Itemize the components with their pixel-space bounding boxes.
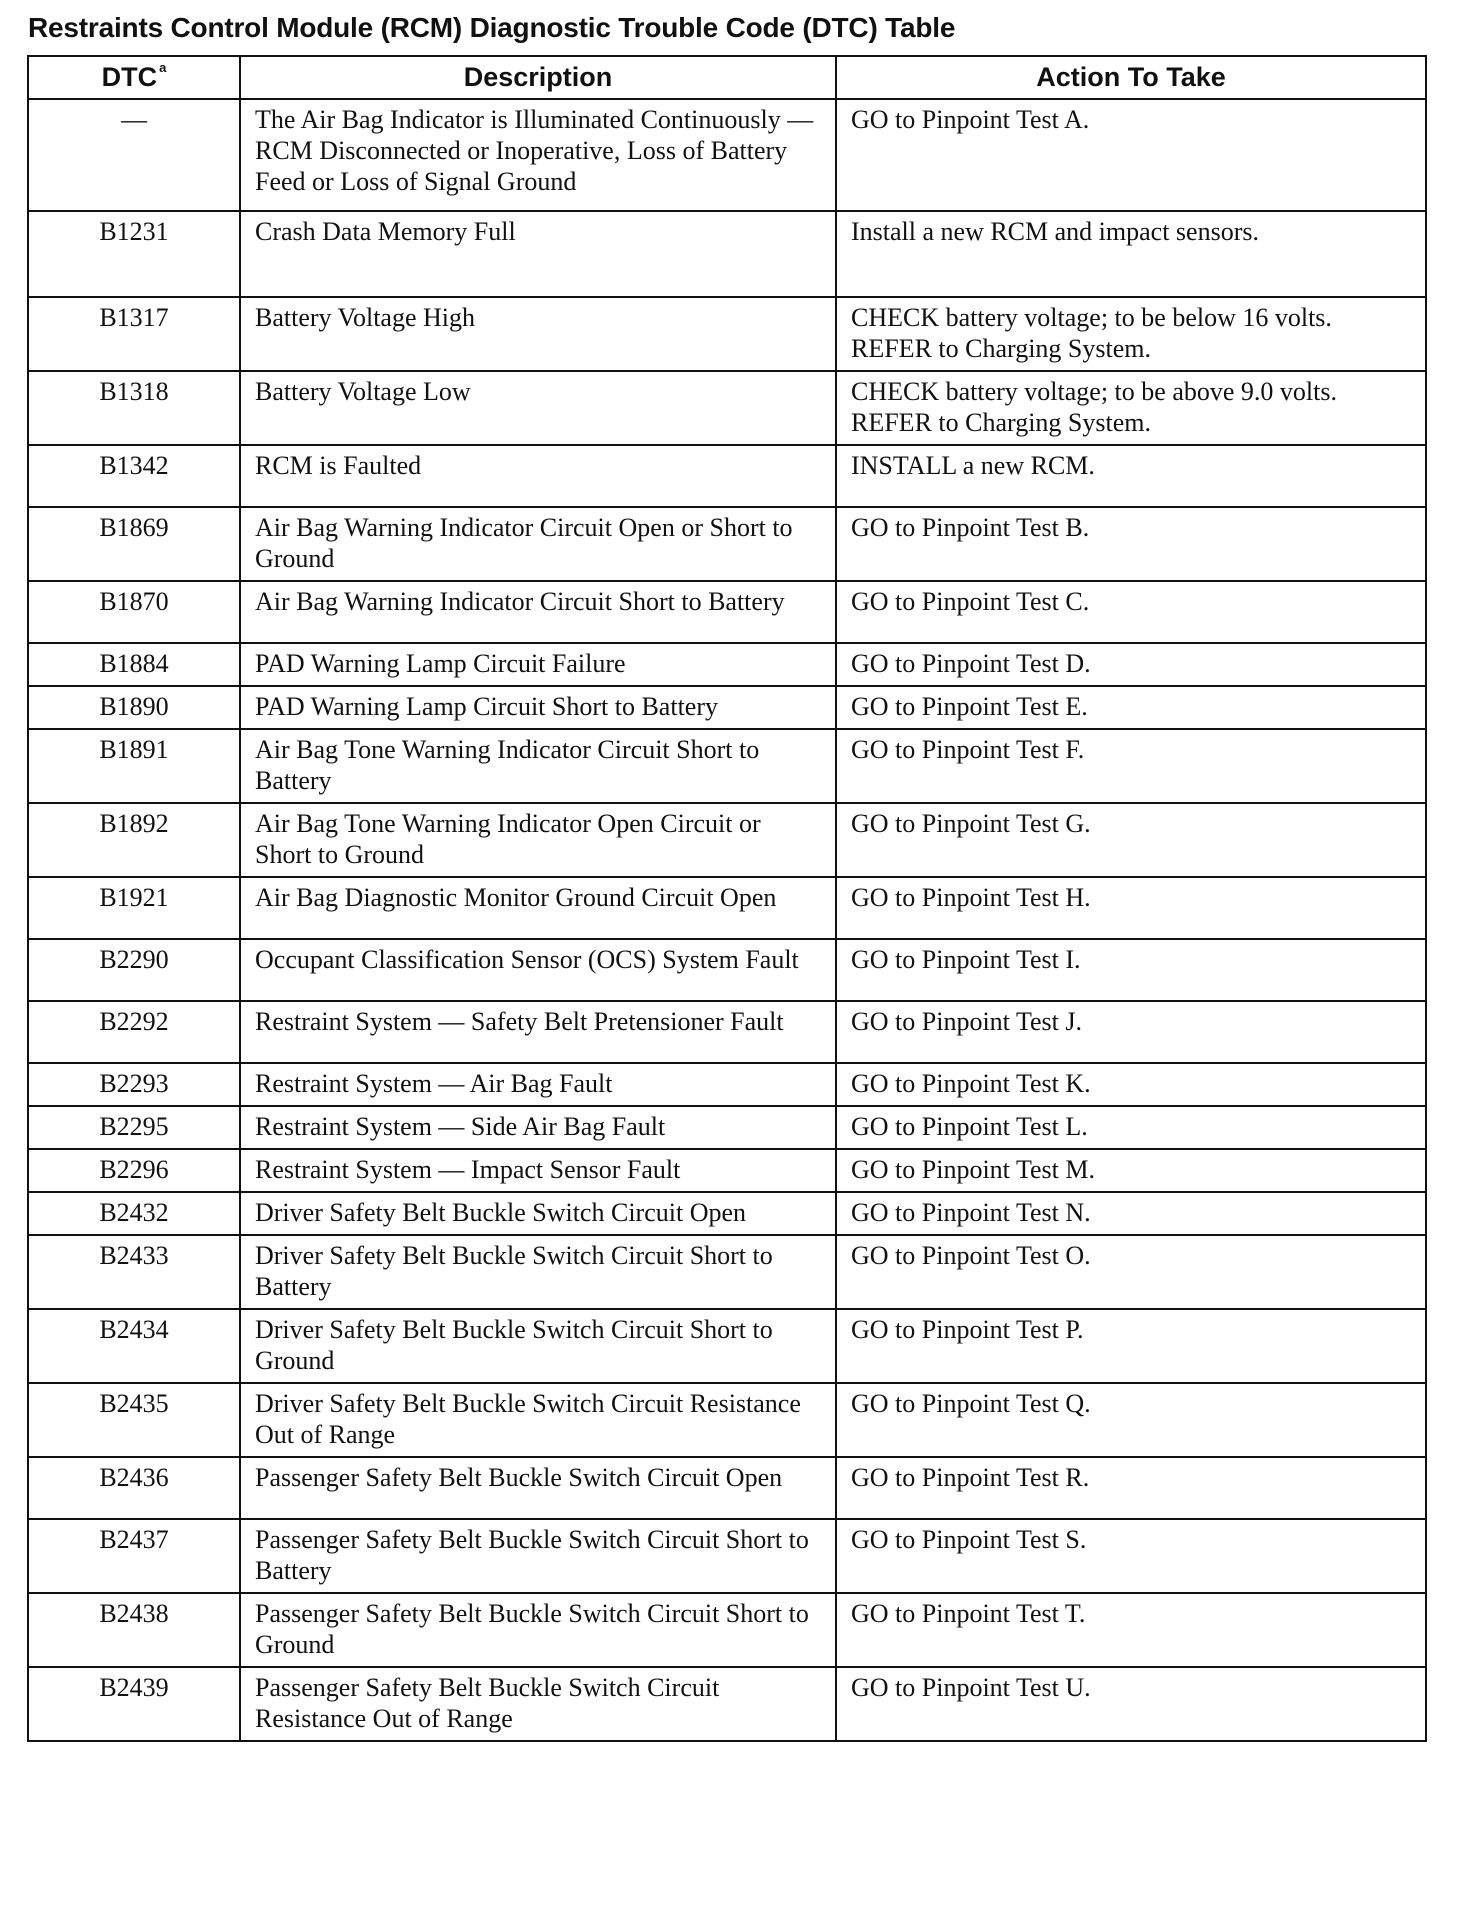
description-cell: Battery Voltage High xyxy=(240,297,836,371)
dtc-code-cell: B1884 xyxy=(28,643,240,686)
action-cell: GO to Pinpoint Test S. xyxy=(836,1519,1426,1593)
description-cell: The Air Bag Indicator is Illuminated Continuously — RCM Disconnected or Inoperative, Loss of Battery Feed or Loss of Signal Ground xyxy=(240,99,836,211)
dtc-code-cell: B2432 xyxy=(28,1192,240,1235)
action-cell: GO to Pinpoint Test H. xyxy=(836,877,1426,939)
dtc-code-cell: B2433 xyxy=(28,1235,240,1309)
table-row xyxy=(28,1309,1426,1383)
table-row xyxy=(28,643,1426,686)
dtc-code-cell: B2437 xyxy=(28,1519,240,1593)
action-cell: GO to Pinpoint Test P. xyxy=(836,1309,1426,1383)
description-cell: Passenger Safety Belt Buckle Switch Circuit Resistance Out of Range xyxy=(240,1667,836,1741)
table-row xyxy=(28,1235,1426,1309)
description-cell: Passenger Safety Belt Buckle Switch Circuit Short to Ground xyxy=(240,1593,836,1667)
action-cell: GO to Pinpoint Test D. xyxy=(836,643,1426,686)
description-cell: RCM is Faulted xyxy=(240,445,836,507)
action-cell: GO to Pinpoint Test N. xyxy=(836,1192,1426,1235)
description-cell: Restraint System — Safety Belt Pretensioner Fault xyxy=(240,1001,836,1063)
table-row xyxy=(28,211,1426,297)
description-cell: Restraint System — Impact Sensor Fault xyxy=(240,1149,836,1192)
dtc-code-cell: B2296 xyxy=(28,1149,240,1192)
description-cell: Driver Safety Belt Buckle Switch Circuit Open xyxy=(240,1192,836,1235)
action-cell: GO to Pinpoint Test T. xyxy=(836,1593,1426,1667)
description-cell: Driver Safety Belt Buckle Switch Circuit Short to Ground xyxy=(240,1309,836,1383)
dtc-code-cell: B1870 xyxy=(28,581,240,643)
dtc-code-cell: B2290 xyxy=(28,939,240,1001)
action-cell: CHECK battery voltage; to be above 9.0 volts. REFER to Charging System. xyxy=(836,371,1426,445)
action-cell: GO to Pinpoint Test I. xyxy=(836,939,1426,1001)
action-cell: CHECK battery voltage; to be below 16 volts. REFER to Charging System. xyxy=(836,297,1426,371)
description-cell: PAD Warning Lamp Circuit Failure xyxy=(240,643,836,686)
action-cell: GO to Pinpoint Test L. xyxy=(836,1106,1426,1149)
description-cell: PAD Warning Lamp Circuit Short to Battery xyxy=(240,686,836,729)
table-row xyxy=(28,686,1426,729)
table-row xyxy=(28,371,1426,445)
description-cell: Crash Data Memory Full xyxy=(240,211,836,297)
description-cell: Driver Safety Belt Buckle Switch Circuit Short to Battery xyxy=(240,1235,836,1309)
dtc-code-cell: B2293 xyxy=(28,1063,240,1106)
table-body xyxy=(28,99,1426,1741)
dtc-code-cell: B1890 xyxy=(28,686,240,729)
dtc-code-cell: B1231 xyxy=(28,211,240,297)
description-cell: Air Bag Tone Warning Indicator Circuit Short to Battery xyxy=(240,729,836,803)
table-row xyxy=(28,297,1426,371)
dtc-code-cell: B1342 xyxy=(28,445,240,507)
dtc-code-cell: B1921 xyxy=(28,877,240,939)
table-row xyxy=(28,1667,1426,1741)
table-row xyxy=(28,803,1426,877)
page-title: Restraints Control Module (RCM) Diagnostic Trouble Code (DTC) Table xyxy=(28,12,956,43)
description-cell: Driver Safety Belt Buckle Switch Circuit Resistance Out of Range xyxy=(240,1383,836,1457)
table-row xyxy=(28,581,1426,643)
dtc-code-cell: B2434 xyxy=(28,1309,240,1383)
description-cell: Occupant Classification Sensor (OCS) System Fault xyxy=(240,939,836,1001)
table-row xyxy=(28,1149,1426,1192)
dtc-code-cell: B2439 xyxy=(28,1667,240,1741)
description-cell: Restraint System — Side Air Bag Fault xyxy=(240,1106,836,1149)
column-header-dtc xyxy=(28,56,240,99)
dtc-code-cell: B1892 xyxy=(28,803,240,877)
table-row xyxy=(28,1383,1426,1457)
table-row xyxy=(28,99,1426,211)
dtc-code-cell: B2438 xyxy=(28,1593,240,1667)
column-header-action: Action To Take xyxy=(836,56,1426,99)
dtc-code-cell: B2292 xyxy=(28,1001,240,1063)
column-header-description: Description xyxy=(240,56,836,99)
dtc-code-cell: B2295 xyxy=(28,1106,240,1149)
dtc-code-cell: B1318 xyxy=(28,371,240,445)
dtc-code-cell: B2435 xyxy=(28,1383,240,1457)
table-row xyxy=(28,729,1426,803)
action-cell: GO to Pinpoint Test O. xyxy=(836,1235,1426,1309)
table-row xyxy=(28,1192,1426,1235)
description-cell: Air Bag Tone Warning Indicator Open Circuit or Short to Ground xyxy=(240,803,836,877)
action-cell: GO to Pinpoint Test R. xyxy=(836,1457,1426,1519)
action-cell: GO to Pinpoint Test A. xyxy=(836,99,1426,211)
action-cell: GO to Pinpoint Test B. xyxy=(836,507,1426,581)
table-row xyxy=(28,939,1426,1001)
description-cell: Passenger Safety Belt Buckle Switch Circuit Short to Battery xyxy=(240,1519,836,1593)
dtc-code-cell: B1317 xyxy=(28,297,240,371)
action-cell: GO to Pinpoint Test E. xyxy=(836,686,1426,729)
table-row xyxy=(28,1519,1426,1593)
action-cell: GO to Pinpoint Test U. xyxy=(836,1667,1426,1741)
description-cell: Air Bag Warning Indicator Circuit Short to Battery xyxy=(240,581,836,643)
description-cell: Passenger Safety Belt Buckle Switch Circuit Open xyxy=(240,1457,836,1519)
table-row xyxy=(28,1063,1426,1106)
dtc-table xyxy=(27,55,1427,1742)
description-cell: Air Bag Diagnostic Monitor Ground Circuit Open xyxy=(240,877,836,939)
dtc-code-cell: B1869 xyxy=(28,507,240,581)
action-cell: GO to Pinpoint Test C. xyxy=(836,581,1426,643)
table-row xyxy=(28,445,1426,507)
description-cell: Battery Voltage Low xyxy=(240,371,836,445)
description-cell: Air Bag Warning Indicator Circuit Open or Short to Ground xyxy=(240,507,836,581)
action-cell: GO to Pinpoint Test M. xyxy=(836,1149,1426,1192)
table-row xyxy=(28,1106,1426,1149)
description-cell: Restraint System — Air Bag Fault xyxy=(240,1063,836,1106)
table-row xyxy=(28,1457,1426,1519)
dtc-code-cell: B1891 xyxy=(28,729,240,803)
dtc-code-cell: B2436 xyxy=(28,1457,240,1519)
column-header-dtc-label: DTC xyxy=(101,62,158,92)
action-cell: GO to Pinpoint Test Q. xyxy=(836,1383,1426,1457)
action-cell: GO to Pinpoint Test J. xyxy=(836,1001,1426,1063)
dtc-footnote-marker: a xyxy=(159,60,167,75)
table-row xyxy=(28,1593,1426,1667)
action-cell: GO to Pinpoint Test F. xyxy=(836,729,1426,803)
action-cell: Install a new RCM and impact sensors. xyxy=(836,211,1426,297)
action-cell: GO to Pinpoint Test K. xyxy=(836,1063,1426,1106)
action-cell: GO to Pinpoint Test G. xyxy=(836,803,1426,877)
table-row xyxy=(28,877,1426,939)
table-header-row xyxy=(28,56,1426,99)
table-row xyxy=(28,1001,1426,1063)
dtc-code-cell: — xyxy=(28,99,240,211)
action-cell: INSTALL a new RCM. xyxy=(836,445,1426,507)
table-row xyxy=(28,507,1426,581)
